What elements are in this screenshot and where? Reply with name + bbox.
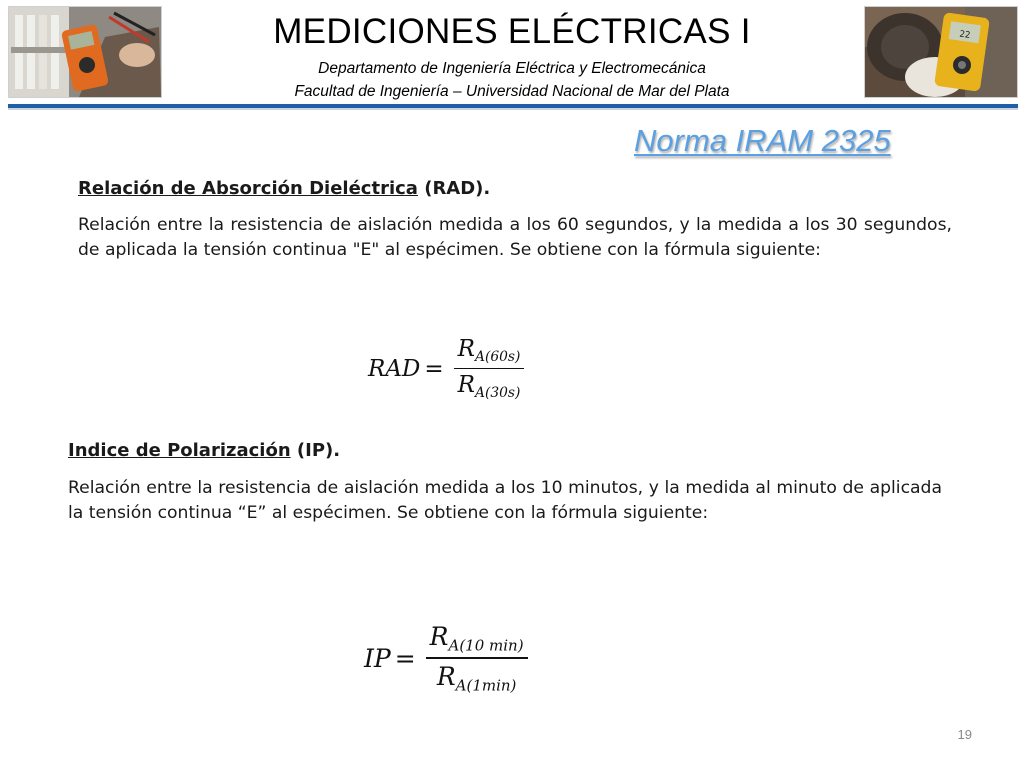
- rad-heading-main: Relación de Absorción Dieléctrica: [78, 178, 418, 199]
- rad-formula-numerator: [454, 336, 525, 365]
- header-divider-shadow: [8, 108, 1018, 110]
- ip-formula-equals: =: [394, 643, 416, 673]
- slide-header: [0, 0, 1024, 104]
- ip-formula-lhs: IP: [364, 643, 391, 673]
- ip-heading: [68, 440, 340, 462]
- ip-fraction-bar: [426, 657, 528, 659]
- rad-den-main: R: [457, 372, 475, 399]
- slide-title: MEDICIONES ELÉCTRICAS I: [273, 12, 751, 51]
- multimeter-motor-image: [865, 7, 1017, 97]
- ip-num-sub: A(10 min): [448, 636, 524, 655]
- norma-iram-link[interactable]: Norma IRAM 2325: [634, 123, 891, 158]
- ip-formula-fraction: [426, 622, 528, 694]
- ip-formula-denominator: [433, 662, 521, 694]
- department-subtitle: Departamento de Ingeniería Eléctrica y Electromecánica: [318, 60, 706, 77]
- ip-heading-abbr: (IP).: [296, 440, 341, 461]
- page-number: 19: [957, 727, 972, 742]
- rad-num-main: R: [457, 336, 475, 362]
- ip-den-main: R: [436, 661, 456, 691]
- rad-description: Relación entre la resistencia de aislación medida a los 60 segundos, y la medida a los 30 segundos, de aplicada la tensión continua "E" al espécimen. Se obtiene con la fórmula siguiente:: [78, 215, 952, 260]
- multimeter-panel-image: [9, 7, 161, 97]
- ip-formula-numerator: [426, 622, 528, 654]
- ip-den-sub: A(1min): [455, 676, 517, 694]
- rad-fraction-bar: [454, 368, 525, 370]
- rad-num-sub: A(60s): [474, 348, 521, 365]
- rad-formula-denominator: [454, 372, 525, 401]
- ip-description: Relación entre la resistencia de aislación medida a los 10 minutos, y la medida al minuto de aplicada la tensión continua “E” al espécimen. Se obtiene con la fórmula siguiente:: [68, 478, 942, 523]
- svg-text:22: 22: [958, 29, 971, 41]
- ip-num-main: R: [429, 622, 449, 651]
- ip-heading-main: Indice de Polarización: [68, 440, 291, 461]
- multimeter-motor-photo: [864, 6, 1018, 98]
- rad-heading-abbr: (RAD).: [424, 178, 491, 199]
- multimeter-panel-photo: [8, 6, 162, 98]
- ip-formula: [364, 622, 528, 694]
- faculty-subtitle: Facultad de Ingeniería – Universidad Nacional de Mar del Plata: [294, 83, 730, 100]
- rad-heading: [78, 178, 490, 200]
- rad-den-sub: A(30s): [474, 385, 521, 402]
- rad-formula-fraction: [454, 336, 525, 401]
- rad-formula-equals: =: [424, 355, 444, 382]
- rad-formula: [368, 336, 524, 401]
- rad-formula-lhs: RAD: [368, 355, 421, 382]
